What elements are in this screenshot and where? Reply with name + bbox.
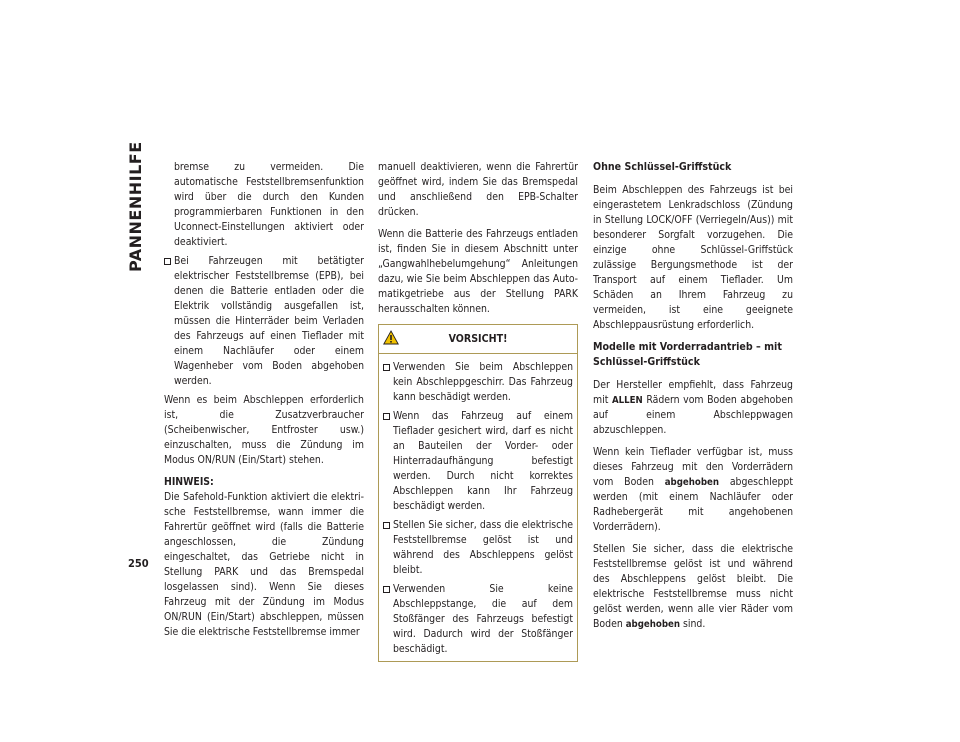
paragraph: Wenn kein Tieflader verfügbar ist, muss dieses Fahrzeug mit den Vorderrädern vom Boden abgehoben abgeschleppt werden (mit einem Nachläufer oder Radhebergerät mit angehobenen Vorderrädern).	[593, 446, 794, 533]
bullet-item	[164, 254, 364, 389]
continued-bullet-text: bremse zu vermeiden. Die automatische Feststellbremsenfunktion wird über die durch den Kunden programmierbaren Funktionen in den Uconnect-Einstellungen aktiviert oder deaktiviert.	[174, 161, 364, 248]
bullet-text: Bei Fahrzeugen mit betätigter elektrischer Feststellbremse (EPB), bei denen die Batterie entladen oder die Elektrik vollständig ausgefallen ist, müssen die Hinterräder beim Verladen des Fahrzeugs auf einen Tieflader mit einem Nachläufer oder einem Wagenheber vom Boden abgehoben werden.	[174, 255, 364, 387]
paragraph: Beim Abschleppen des Fahrzeugs ist bei eingerastetem Lenkradschloss (Zündung in Stellung LOCK/OFF (Verriegeln/Aus)) mit besonderer Sorgfalt vorzugehen. Die einzige ohne Schlüssel-Griffstück zulässige Bergungsmethode ist der Transport auf einem Tieflader. Um Schäden an Ihrem Fahrzeug zu vermeiden, ist eine geeignete Abschleppausrüstung erforderlich.	[593, 184, 793, 331]
note-label: HINWEIS:	[164, 476, 214, 488]
caution-item: Verwenden Sie keine Abschleppstange, die auf dem Stoßfänger des Fahrzeugs befestigt wird. Dadurch wird der Stoßfänger beschädigt.	[383, 582, 573, 657]
paragraph: manuell deaktivieren, wenn die Fahrertür geöffnet wird, indem Sie das Bremspedal und anschließend den EPB-Schalter drücken.	[378, 161, 578, 218]
checkbox-bullet-icon	[383, 413, 390, 420]
emphasis: abgehoben	[664, 477, 720, 488]
paragraph: Stellen Sie sicher, dass die elektrische Feststellbremse gelöst ist und während des Abschleppens gelöst bleibt. Die elektrische Feststellbremse muss nicht gelöst werden, wenn alle vier Räder vom Boden abgehoben sind.	[593, 543, 793, 630]
note-text: Die Safehold-Funktion aktiviert die elektrische Feststellbremse, wann immer die Fahrertür geöffnet wird (falls die Batterie angeschlossen, die Zündung eingeschaltet, das Getriebe nicht in Stellung PARK und das Bremspedal losgelassen sind). Wenn Sie dieses Fahrzeug mit der Zündung im Modus ON/RUN (Ein/Start) abschleppen, müssen Sie die elektrische Feststellbremse immer	[164, 491, 364, 638]
checkbox-bullet-icon	[383, 586, 390, 593]
column-1	[164, 160, 364, 647]
section-title: PANNENHILFE	[126, 141, 145, 272]
section-heading: Ohne Schlüssel-Griffstück	[593, 161, 732, 173]
paragraph: Wenn es beim Abschleppen erforderlich ist, die Zusatzverbraucher (Scheibenwischer, Entfroster usw.) einzuschalten, muss die Zündung im Modus ON/RUN (Ein/Start) stehen.	[164, 394, 364, 466]
page-number: 250	[128, 557, 149, 570]
caution-item: Verwenden Sie beim Abschleppen kein Abschleppgeschirr. Das Fahrzeug kann beschädigt werden.	[383, 360, 573, 405]
column-2	[378, 160, 578, 669]
checkbox-bullet-icon	[164, 258, 171, 265]
paragraph: Der Hersteller empfiehlt, dass Fahrzeug mit ALLEN Rädern vom Boden abgehoben auf einem Abschleppwagen abzuschleppen.	[593, 379, 794, 436]
caution-item: Wenn das Fahrzeug auf einem Tieflader gesichert wird, darf es nicht an Bauteilen der Vorder- oder Hinterradaufhängung befestigt werden. Durch nicht korrektes Abschleppen kann Ihr Fahrzeug beschädigt werden.	[383, 409, 573, 514]
emphasis: ALLEN	[611, 395, 643, 406]
caution-header	[379, 325, 577, 354]
paragraph: Wenn die Batterie des Fahrzeugs entladen ist, finden Sie in diesem Abschnitt unter „Gangwahlhebelumgehung“ Anleitungen dazu, wie Sie beim Abschleppen das Automatikgetriebe aus der Stellung PARK herausschalten können.	[378, 228, 578, 315]
column-3	[593, 160, 793, 639]
warning-icon	[383, 330, 399, 345]
caution-body	[379, 354, 577, 657]
emphasis: abgehoben	[625, 619, 681, 630]
note	[164, 475, 364, 640]
checkbox-bullet-icon	[383, 364, 390, 371]
section-heading: Modelle mit Vorderradantrieb – mit Schlüssel-Griffstück	[593, 341, 782, 368]
caution-box	[378, 324, 578, 662]
caution-item: Stellen Sie sicher, dass die elektrische Feststellbremse gelöst ist und während des Abschleppens gelöst bleibt.	[383, 518, 573, 578]
checkbox-bullet-icon	[383, 522, 390, 529]
caution-title: VORSICHT!	[448, 333, 508, 345]
